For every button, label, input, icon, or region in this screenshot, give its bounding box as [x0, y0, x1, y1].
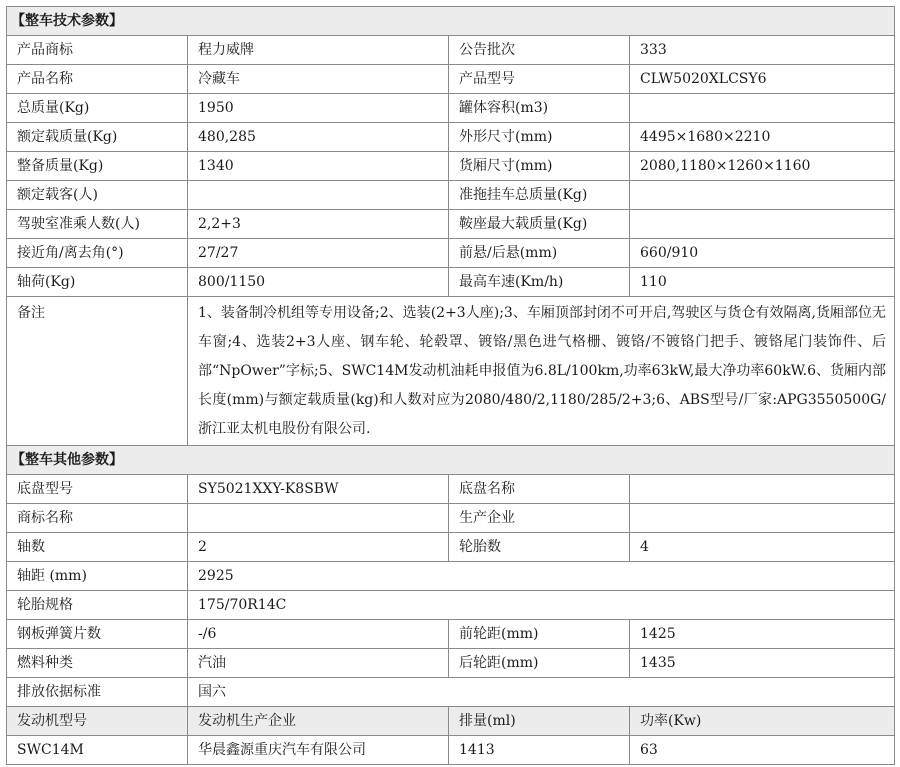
field-value: 2925: [188, 562, 895, 591]
field-value: [630, 210, 895, 239]
field-label: 公告批次: [449, 36, 630, 65]
field-value: 27/27: [188, 239, 449, 268]
field-value: SY5021XXY-K8SBW: [188, 475, 449, 504]
section-title: 【整车技术参数】: [7, 7, 895, 36]
engine-power: 63: [630, 736, 895, 765]
field-label: 准拖挂车总质量(Kg): [449, 181, 630, 210]
field-value: 175/70R14C: [188, 591, 895, 620]
table-row: [7, 36, 895, 65]
field-value: [630, 475, 895, 504]
field-value: 800/1150: [188, 268, 449, 297]
table-row: [7, 65, 895, 94]
other-section-header: [7, 446, 895, 475]
field-label: 前悬/后悬(mm): [449, 239, 630, 268]
field-label: 底盘名称: [449, 475, 630, 504]
engine-row: [7, 736, 895, 765]
table-row: [7, 475, 895, 504]
field-label: 接近角/离去角(°): [7, 239, 188, 268]
column-header: 功率(Kw): [630, 707, 895, 736]
field-label: 轮胎数: [449, 533, 630, 562]
column-header: 发动机生产企业: [188, 707, 449, 736]
notes-row: [7, 297, 895, 446]
field-label: 轴数: [7, 533, 188, 562]
field-label: 产品型号: [449, 65, 630, 94]
table-row: [7, 181, 895, 210]
field-label: 钢板弹簧片数: [7, 620, 188, 649]
table-row: [7, 562, 895, 591]
section-title: 【整车其他参数】: [7, 446, 895, 475]
field-value: 2: [188, 533, 449, 562]
field-value: 4495×1680×2210: [630, 123, 895, 152]
field-value: 2,2+3: [188, 210, 449, 239]
field-value: CLW5020XLCSY6: [630, 65, 895, 94]
engine-header-row: [7, 707, 895, 736]
table-row: [7, 620, 895, 649]
field-label: 额定载质量(Kg): [7, 123, 188, 152]
field-value: 480,285: [188, 123, 449, 152]
field-label: 生产企业: [449, 504, 630, 533]
field-value: 1435: [630, 649, 895, 678]
table-row: [7, 239, 895, 268]
field-label: 底盘型号: [7, 475, 188, 504]
field-label: 产品名称: [7, 65, 188, 94]
table-row: [7, 268, 895, 297]
field-label: 商标名称: [7, 504, 188, 533]
table-row: [7, 533, 895, 562]
vehicle-spec-table: [6, 6, 895, 765]
field-label: 前轮距(mm): [449, 620, 630, 649]
field-label: 外形尺寸(mm): [449, 123, 630, 152]
table-row: [7, 504, 895, 533]
field-label: 后轮距(mm): [449, 649, 630, 678]
field-label: 罐体容积(m3): [449, 94, 630, 123]
column-header: 发动机型号: [7, 707, 188, 736]
notes-label: 备注: [7, 297, 188, 446]
field-value: 333: [630, 36, 895, 65]
field-label: 货厢尺寸(mm): [449, 152, 630, 181]
field-label: 轴距 (mm): [7, 562, 188, 591]
field-label: 排放依据标准: [7, 678, 188, 707]
engine-displacement: 1413: [449, 736, 630, 765]
field-label: 产品商标: [7, 36, 188, 65]
field-value: 冷藏车: [188, 65, 449, 94]
field-value: [630, 504, 895, 533]
field-value: 110: [630, 268, 895, 297]
field-value: [188, 181, 449, 210]
field-label: 总质量(Kg): [7, 94, 188, 123]
table-row: [7, 678, 895, 707]
field-value: 2080,1180×1260×1160: [630, 152, 895, 181]
field-value: 4: [630, 533, 895, 562]
field-label: 最高车速(Km/h): [449, 268, 630, 297]
field-value: [630, 181, 895, 210]
field-label: 整备质量(Kg): [7, 152, 188, 181]
field-label: 驾驶室准乘人数(人): [7, 210, 188, 239]
field-value: [630, 94, 895, 123]
field-value: 1425: [630, 620, 895, 649]
field-value: 汽油: [188, 649, 449, 678]
column-header: 排量(ml): [449, 707, 630, 736]
field-value: 660/910: [630, 239, 895, 268]
field-value: [188, 504, 449, 533]
table-row: [7, 152, 895, 181]
field-value: 程力威牌: [188, 36, 449, 65]
tech-section-header: [7, 7, 895, 36]
field-label: 鞍座最大载质量(Kg): [449, 210, 630, 239]
field-label: 轴荷(Kg): [7, 268, 188, 297]
field-label: 燃料种类: [7, 649, 188, 678]
notes-text: 1、装备制冷机组等专用设备;2、选装(2+3人座);3、车厢顶部封闭不可开启,驾驶区与货仓有效隔离,货厢部位无车窗;4、选装2+3人座、钢车轮、轮毂罩、镀铬/黑色进气格栅、镀铬/不镀铬门把手、镀铬尾门装饰件、后部“NpOwer”字标;5、SWC14M发动机油耗申报值为6.8L/100km,功率63kW,最大净功率60kW.6、货厢内部长度(mm)与额定载质量(kg)和人数对应为2080/480/2,1180/285/2+3;6、ABS型号/厂家:APG3550500G/浙江亚太机电股份有限公司.: [188, 297, 895, 446]
field-value: 1340: [188, 152, 449, 181]
table-row: [7, 649, 895, 678]
engine-model: SWC14M: [7, 736, 188, 765]
field-label: 额定载客(人): [7, 181, 188, 210]
table-row: [7, 591, 895, 620]
table-row: [7, 210, 895, 239]
engine-maker: 华晨鑫源重庆汽车有限公司: [188, 736, 449, 765]
field-value: 国六: [188, 678, 895, 707]
table-row: [7, 94, 895, 123]
field-value: -/6: [188, 620, 449, 649]
field-label: 轮胎规格: [7, 591, 188, 620]
field-value: 1950: [188, 94, 449, 123]
table-row: [7, 123, 895, 152]
